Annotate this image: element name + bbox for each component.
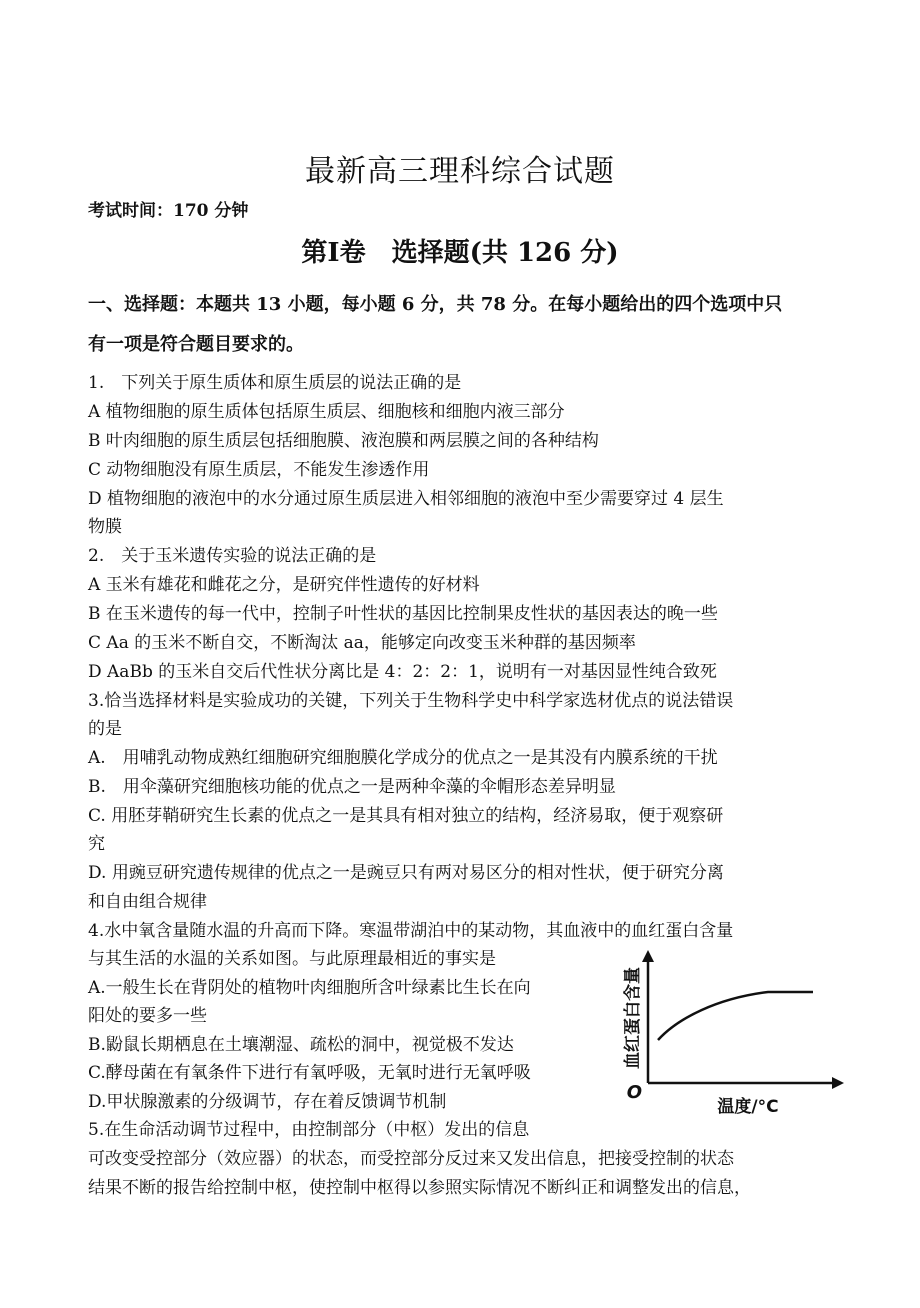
question-5-line-3: 结果不断的报告给控制中枢，使控制中枢得以参照实际情况不断纠正和调整发出的信息， — [88, 1178, 751, 1198]
question-2-option-b: B 在玉米遗传的每一代中，控制子叶性状的基因比控制果皮性状的基因表达的晚一些 — [88, 604, 718, 624]
question-4-option-c: C.酵母菌在有氧条件下进行有氧呼吸，无氧时进行无氧呼吸 — [88, 1063, 531, 1083]
question-1-option-b: B 叶肉细胞的原生质层包括细胞膜、液泡膜和两层膜之间的各种结构 — [88, 431, 599, 451]
question-3-option-b: B. 用伞藻研究细胞核功能的优点之一是两种伞藻的伞帽形态差异明显 — [88, 777, 616, 797]
question-2-option-c: C Aa 的玉米不断自交，不断淘汰 aa，能够定向改变玉米种群的基因频率 — [88, 633, 636, 653]
instructions-line-2: 有一项是符合题目要求的。 — [88, 334, 304, 355]
question-4-option-a: A.一般生长在背阴处的植物叶肉细胞所含叶绿素比生长在向 — [88, 978, 531, 998]
section-title: 第Ⅰ卷 选择题(共 126 分) — [301, 238, 619, 268]
figure-y-label: 血红蛋白含量 — [623, 967, 643, 1069]
question-1-option-a: A 植物细胞的原生质体包括原生质层、细胞核和细胞内液三部分 — [88, 402, 565, 422]
question-1-option-d: D 植物细胞的液泡中的水分通过原生质层进入相邻细胞的液泡中至少需要穿过 4 层生 — [88, 489, 724, 509]
question-4-stem: 4.水中氧含量随水温的升高而下降。寒温带湖泊中的某动物，其血液中的血红蛋白含量 — [88, 921, 734, 941]
figure-origin: O — [626, 1082, 642, 1103]
page-title: 最新高三理科综合试题 — [305, 154, 615, 189]
figure-x-label: 温度/°C — [717, 1097, 779, 1117]
question-3-option-c-cont: 究 — [88, 834, 105, 854]
exam-time: 考试时间：170 分钟 — [88, 201, 249, 221]
figure-curve — [658, 992, 813, 1040]
instructions-line-1: 一、选择题：本题共 13 小题，每小题 6 分，共 78 分。在每小题给出的四个选项中只 — [88, 294, 783, 315]
hemoglobin-temperature-figure — [608, 948, 848, 1120]
question-3-option-d-cont: 和自由组合规律 — [88, 892, 207, 912]
question-3-option-d: D. 用豌豆研究遗传规律的优点之一是豌豆只有两对易区分的相对性状，便于研究分离 — [88, 863, 724, 883]
question-2-option-a: A 玉米有雄花和雌花之分，是研究伴性遗传的好材料 — [88, 575, 480, 595]
question-4-option-a-cont: 阳处的要多一些 — [88, 1006, 207, 1026]
figure-x-arrow — [832, 1077, 844, 1089]
question-3-stem-cont: 的是 — [88, 719, 122, 739]
question-4-stem-cont: 与其生活的水温的关系如图。与此原理最相近的事实是 — [88, 949, 496, 969]
question-3-option-c: C. 用胚芽鞘研究生长素的优点之一是其具有相对独立的结构，经济易取，便于观察研 — [88, 806, 724, 826]
question-1-option-c: C 动物细胞没有原生质层，不能发生渗透作用 — [88, 460, 430, 480]
question-2-stem: 2. 关于玉米遗传实验的说法正确的是 — [88, 546, 377, 566]
figure-y-arrow — [642, 950, 654, 962]
question-2-option-d: D AaBb 的玉米自交后代性状分离比是 4：2：2：1，说明有一对基因显性纯合致死 — [88, 662, 717, 682]
question-5-line-1: 5.在生命活动调节过程中，由控制部分（中枢）发出的信息 — [88, 1120, 530, 1140]
question-3-stem: 3.恰当选择材料是实验成功的关键，下列关于生物科学史中科学家选材优点的说法错误 — [88, 691, 734, 711]
question-5-line-2: 可改变受控部分（效应器）的状态，而受控部分反过来又发出信息，把接受控制的状态 — [88, 1149, 734, 1169]
question-4-option-d: D.甲状腺激素的分级调节，存在着反馈调节机制 — [88, 1092, 447, 1112]
question-3-option-a: A. 用哺乳动物成熟红细胞研究细胞膜化学成分的优点之一是其没有内膜系统的干扰 — [88, 748, 718, 768]
question-4-option-b: B.鼢鼠长期栖息在土壤潮湿、疏松的洞中，视觉极不发达 — [88, 1035, 514, 1055]
question-1-option-d-cont: 物膜 — [88, 517, 122, 537]
question-1-stem: 1. 下列关于原生质体和原生质层的说法正确的是 — [88, 373, 462, 393]
